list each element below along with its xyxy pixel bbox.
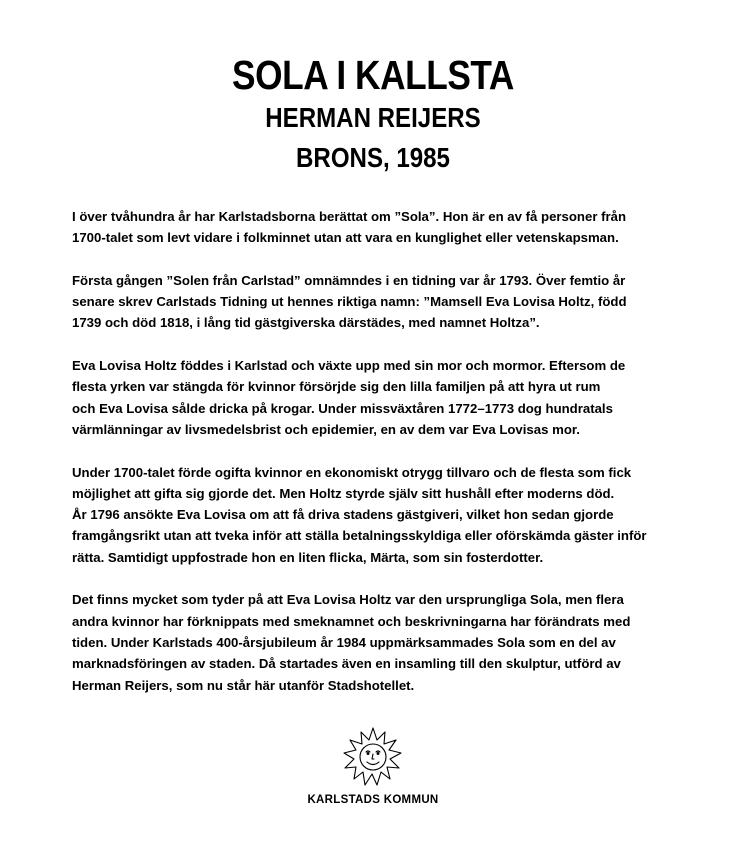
text-line: möjlighet att gifta sig gjorde det. Men Holtz styrde själv sitt hushåll efter moderns död.: [72, 485, 615, 501]
text-line: tiden. Under Karlstads 400-årsjubileum år 1984 uppmärksammades Sola som en del av: [72, 634, 616, 650]
sign-header: [0, 52, 746, 178]
text-line: 1700-talet som levt vidare i folkminnet utan att vara en kunglighet eller vetenskapsman.: [72, 230, 619, 246]
material-year: BRONS, 1985: [296, 142, 450, 173]
paragraph-3: [72, 355, 680, 440]
sun-face-icon: [343, 726, 403, 788]
text-line: Första gången ”Solen från Carlstad” omnämndes i en tidning var år 1793. Över femtio år: [72, 272, 626, 288]
text-line: rätta. Samtidigt uppfostrade hon en liten flicka, Märta, som sin fosterdotter.: [72, 549, 544, 565]
text-line: senare skrev Carlstads Tidning ut hennes riktiga namn: ”Mamsell Eva Lovisa Holtz, född: [72, 294, 627, 310]
text-line: och Eva Lovisa sålde dricka på krogar. Under missväxtåren 1772–1773 dog hundratals: [72, 400, 613, 416]
text-line: Under 1700-talet förde ogifta kvinnor en ekonomiskt otrygg tillvaro och de flesta som fick: [72, 464, 632, 480]
organization-name: KARLSTADS KOMMUN: [307, 794, 439, 806]
paragraph-1: [72, 206, 680, 249]
text-line: Herman Reijers, som nu står här utanför Stadshotellet.: [72, 677, 415, 693]
text-line: I över tvåhundra år har Karlstadsborna berättat om ”Sola”. Hon är en av få personer från: [72, 209, 627, 224]
paragraph-4: [72, 462, 680, 568]
text-line: andra kvinnor har förknippats med smeknamnet och beskrivningarna har förändrats med: [72, 613, 631, 629]
text-line: flesta yrken var stängda för kvinnor försörjde sig den lilla familjen på att hyra ut rum: [72, 379, 601, 395]
sign-footer: [0, 726, 746, 806]
text-line: Eva Lovisa Holtz föddes i Karlstad och växte upp med sin mor och mormor. Eftersom de: [72, 358, 626, 374]
page-title: SOLA I KALLSTA: [232, 52, 514, 98]
artist-name: HERMAN REIJERS: [265, 102, 481, 133]
text-line: År 1796 ansökte Eva Lovisa om att få driva stadens gästgiveri, vilket hon sedan gjorde: [72, 507, 614, 523]
text-line: 1739 och död 1818, i lång tid gästgiverska därstädes, med namnet Holtza”.: [72, 315, 540, 331]
paragraph-2: [72, 270, 680, 334]
text-line: Det finns mycket som tyder på att Eva Lovisa Holtz var den ursprungliga Sola, men flera: [72, 592, 624, 608]
text-line: värmlänningar av livsmedelsbrist och epidemier, en av dem var Eva Lovisas mor.: [72, 421, 580, 437]
sign-body-text: [72, 206, 680, 717]
paragraph-5: [72, 589, 680, 695]
text-line: framgångsrikt utan att tveka inför att ställa betalningsskyldiga eller oförskämda gäster inför: [72, 528, 647, 544]
text-line: marknadsföringen av staden. Då startades även en insamling till den skulptur, utförd av: [72, 656, 621, 672]
